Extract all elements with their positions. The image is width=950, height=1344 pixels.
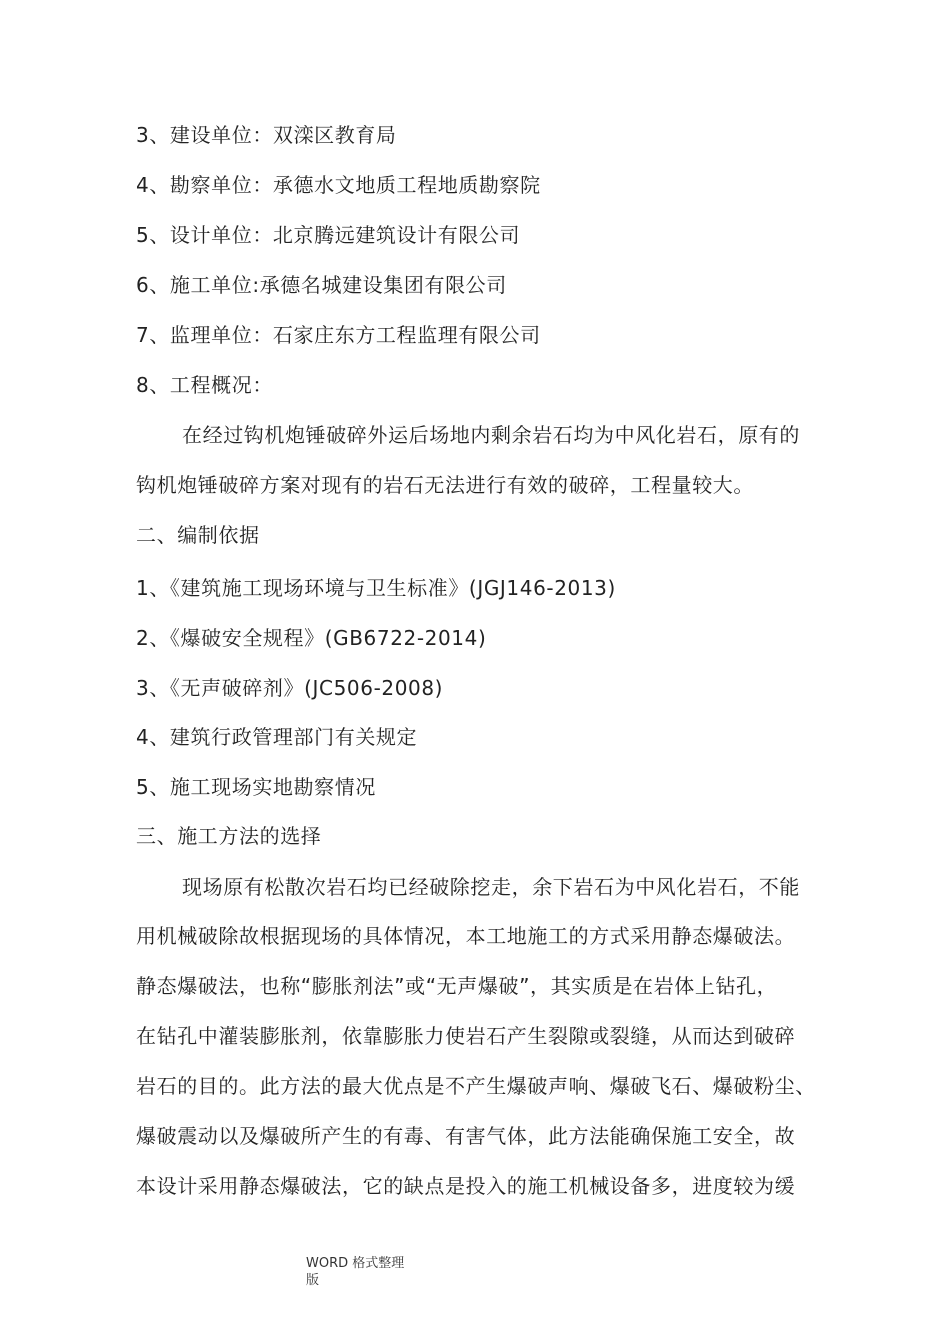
- doc-paragraph-line: 在钻孔中灌装膨胀剂，依靠膨胀力使岩石产生裂隙或裂缝，从而达到破碎: [136, 1024, 796, 1048]
- doc-line-design: 5、设计单位：北京腾远建筑设计有限公司: [136, 223, 521, 247]
- doc-line-construction: 6、施工单位:承德名城建设集团有限公司: [136, 273, 507, 297]
- footer-line: 版: [306, 1273, 320, 1288]
- doc-paragraph-line: 静态爆破法，也称“膨胀剂法”或“无声爆破”，其实质是在岩体上钻孔，: [136, 974, 778, 998]
- doc-line-owner: 3、建设单位：双滦区教育局: [136, 123, 397, 147]
- doc-section-heading: 二、编制依据: [136, 523, 260, 547]
- doc-paragraph-line: 在经过钩机炮锤破碎外运后场地内剩余岩石均为中风化岩石，原有的: [182, 423, 800, 447]
- doc-line-overview-heading: 8、工程概况：: [136, 373, 273, 397]
- doc-reference-item: 4、建筑行政管理部门有关规定: [136, 725, 418, 749]
- doc-reference-item: 3、《无声破碎剂》(JC506-2008): [136, 676, 444, 700]
- doc-paragraph-line: 本设计采用静态爆破法，它的缺点是投入的施工机械设备多，进度较为缓: [136, 1174, 796, 1198]
- footer-line: WORD 格式整理: [306, 1256, 405, 1271]
- doc-reference-item: 2、《爆破安全规程》(GB6722-2014): [136, 626, 487, 650]
- doc-reference-item: 5、施工现场实地勘察情况: [136, 775, 376, 799]
- doc-reference-item: 1、《建筑施工现场环境与卫生标准》(JGJ146-2013): [136, 576, 616, 600]
- doc-paragraph-line: 用机械破除故根据现场的具体情况，本工地施工的方式采用静态爆破法。: [136, 924, 796, 948]
- doc-section-heading: 三、施工方法的选择: [136, 824, 322, 848]
- doc-line-supervision: 7、监理单位：石家庄东方工程监理有限公司: [136, 323, 541, 347]
- page-footer: [306, 1255, 404, 1289]
- doc-paragraph-line: 岩石的目的。此方法的最大优点是不产生爆破声响、爆破飞石、爆破粉尘、: [136, 1074, 816, 1098]
- doc-paragraph-line: 钩机炮锤破碎方案对现有的岩石无法进行有效的破碎，工程量较大。: [136, 473, 754, 497]
- doc-line-survey: 4、勘察单位：承德水文地质工程地质勘察院: [136, 173, 541, 197]
- doc-paragraph-line: 爆破震动以及爆破所产生的有毒、有害气体，此方法能确保施工安全，故: [136, 1124, 796, 1148]
- doc-paragraph-line: 现场原有松散次岩石均已经破除挖走，余下岩石为中风化岩石，不能: [182, 875, 800, 899]
